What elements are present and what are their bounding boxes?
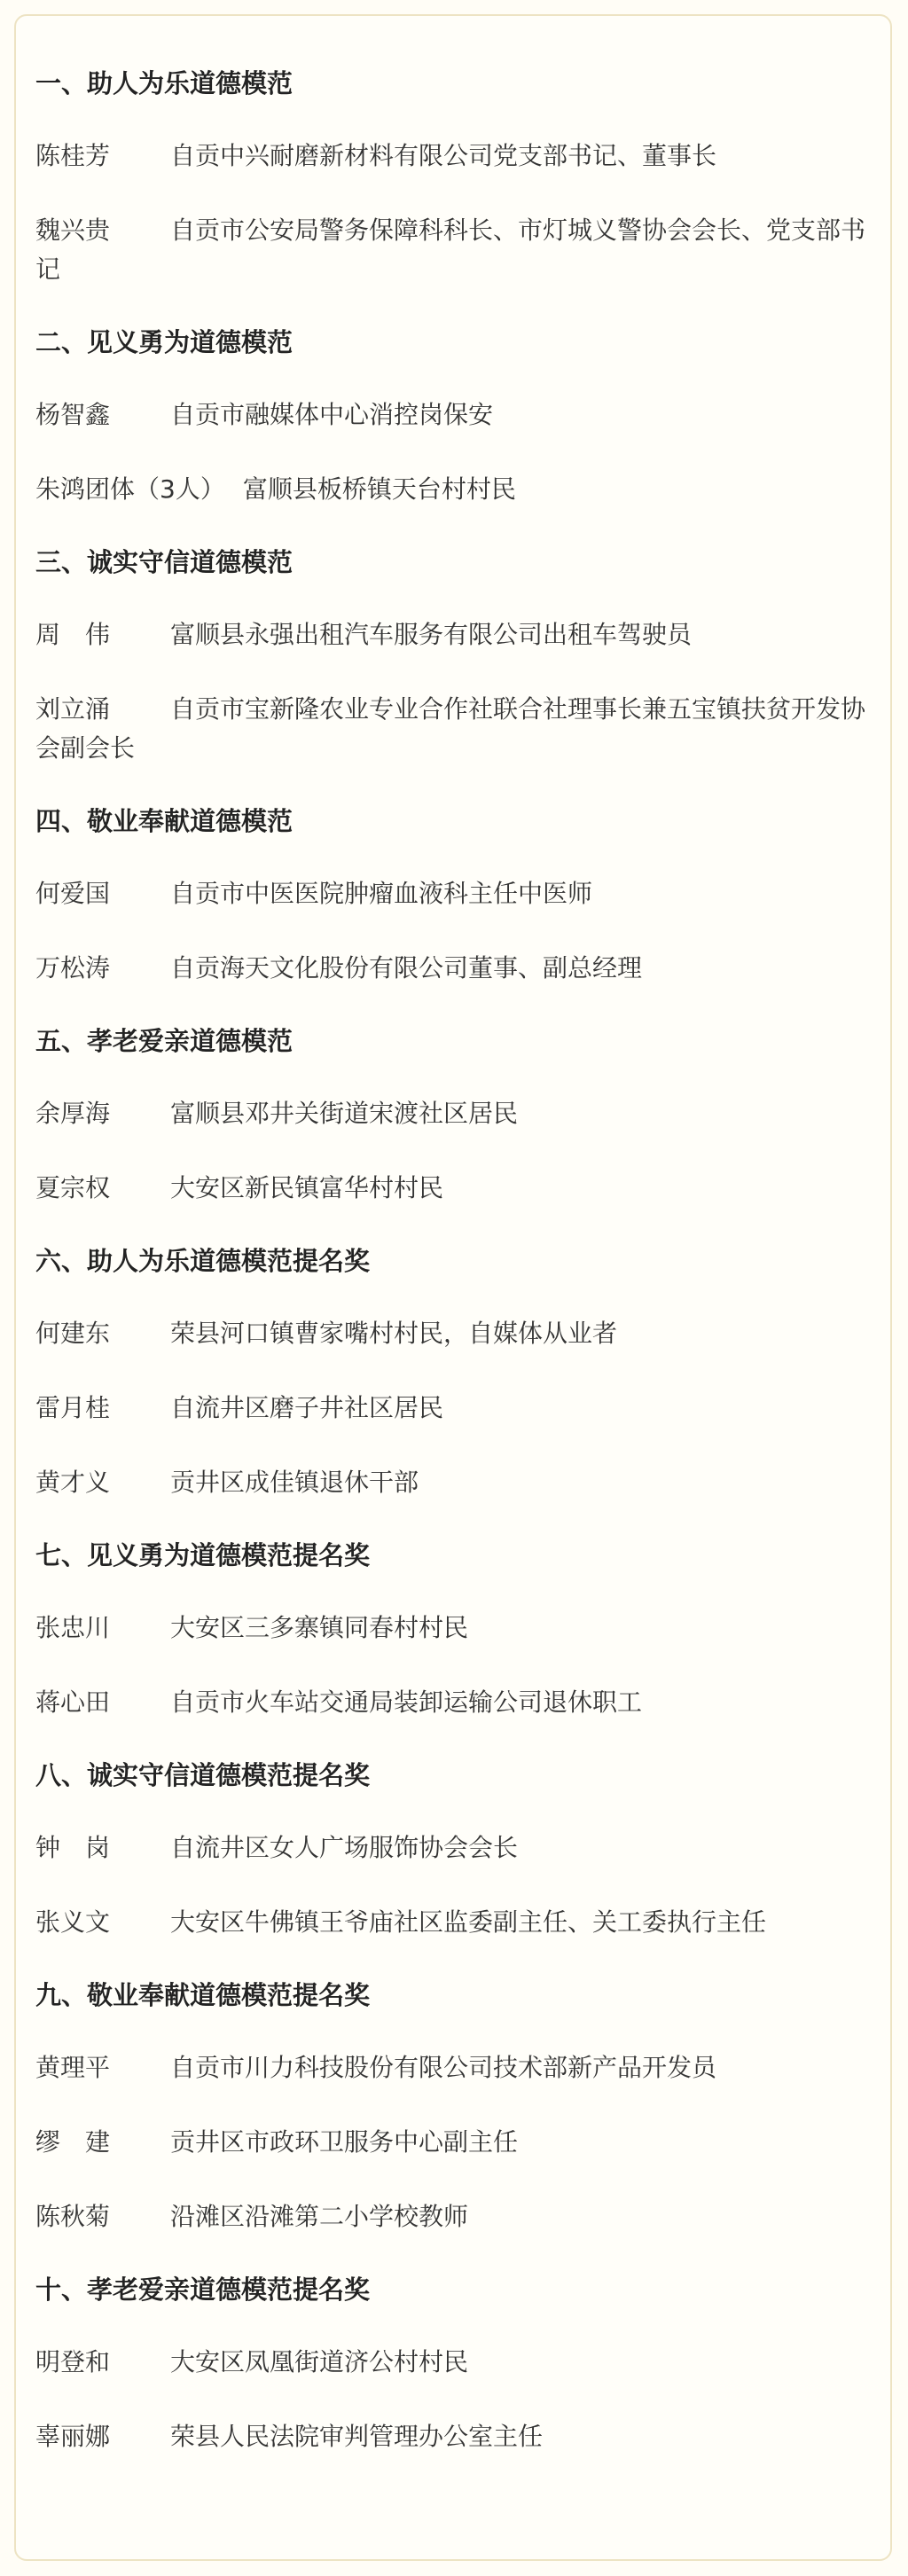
award-section	[35, 1758, 871, 1942]
honoree-title: 沿滩区沿滩第二小学校教师	[170, 2202, 469, 2231]
honoree-title: 自贡市川力科技股份有限公司技术部新产品开发员	[170, 2053, 717, 2082]
honoree-name: 陈秋菊	[35, 2202, 111, 2231]
honoree-name: 万松涛	[35, 953, 111, 983]
honoree-entry	[35, 2417, 871, 2456]
honoree-name: 雷月桂	[35, 1393, 111, 1422]
award-section	[35, 2272, 871, 2456]
section-heading: 八、诚实守信道德模范提名奖	[35, 1760, 371, 1790]
honoree-title: 荣县河口镇曹家嘴村村民，自媒体从业者	[170, 1319, 618, 1348]
honoree-title: 自贡海天文化股份有限公司董事、副总经理	[170, 953, 643, 983]
honoree-name: 黄理平	[35, 2053, 111, 2082]
section-heading: 五、孝老爱亲道德模范	[35, 1026, 294, 1056]
section-heading: 二、见义勇为道德模范	[35, 327, 294, 357]
honoree-name: 杨智鑫	[35, 400, 111, 429]
honoree-title: 自贡市融媒体中心消控岗保安	[170, 400, 494, 429]
honoree-title: 自贡中兴耐磨新材料有限公司党支部书记、董事长	[170, 141, 717, 170]
honoree-entry	[35, 395, 871, 435]
award-section	[35, 1023, 871, 1208]
honoree-name: 明登和	[35, 2347, 111, 2376]
honoree-entry	[35, 615, 871, 654]
honoree-title: 自流井区女人广场服饰协会会长	[170, 1833, 519, 1862]
honoree-name: 张忠川	[35, 1613, 111, 1642]
honoree-entry	[35, 1609, 871, 1648]
honoree-entry	[35, 137, 871, 176]
honoree-entry	[35, 2343, 871, 2382]
honoree-entry	[35, 1463, 871, 1502]
honoree-title: 富顺县邓井关街道宋渡社区居民	[170, 1099, 519, 1128]
honoree-name: 缪 建	[35, 2127, 111, 2157]
honoree-entry	[35, 1169, 871, 1208]
honoree-entry	[35, 1389, 871, 1428]
honoree-title: 自贡市宝新隆农业专业合作社联合社理事长兼五宝镇扶贫开发协会副会长	[35, 694, 866, 763]
honoree-name: 何爱国	[35, 879, 111, 908]
honoree-name: 余厚海	[35, 1099, 111, 1128]
honoree-entry	[35, 1828, 871, 1867]
award-section	[35, 66, 871, 289]
honoree-title: 大安区新民镇富华村村民	[170, 1173, 444, 1202]
honoree-title: 大安区三多寨镇同春村村民	[170, 1613, 469, 1642]
honoree-title: 自贡市中医医院肿瘤血液科主任中医师	[170, 879, 593, 908]
section-heading: 一、助人为乐道德模范	[35, 68, 294, 98]
honoree-title: 自贡市火车站交通局装卸运输公司退休职工	[170, 1687, 643, 1717]
section-heading: 十、孝老爱亲道德模范提名奖	[35, 2275, 371, 2305]
honoree-title: 自流井区磨子井社区居民	[170, 1393, 444, 1422]
award-section	[35, 1243, 871, 1502]
honoree-name: 张义文	[35, 1907, 111, 1937]
honoree-name: 夏宗权	[35, 1173, 111, 1202]
award-section	[35, 1977, 871, 2236]
honoree-entry	[35, 2197, 871, 2236]
honoree-entry	[35, 1094, 871, 1133]
honoree-entry	[35, 874, 871, 913]
section-heading: 六、助人为乐道德模范提名奖	[35, 1246, 371, 1276]
honoree-list-card	[14, 14, 892, 2561]
honoree-name: 黄才义	[35, 1468, 111, 1497]
honoree-entry	[35, 1683, 871, 1722]
honoree-name: 朱鸿团体（3人）	[35, 474, 225, 504]
honoree-entry	[35, 211, 871, 289]
honoree-name: 何建东	[35, 1319, 111, 1348]
honoree-title: 富顺县板桥镇天台村村民	[242, 474, 516, 504]
honoree-name: 钟 岗	[35, 1833, 111, 1862]
honoree-title: 富顺县永强出租汽车服务有限公司出租车驾驶员	[170, 620, 693, 649]
honoree-entry	[35, 2123, 871, 2162]
section-heading: 四、敬业奉献道德模范	[35, 806, 294, 836]
award-section	[35, 803, 871, 988]
honoree-name: 蒋心田	[35, 1687, 111, 1717]
honoree-entry	[35, 1903, 871, 1942]
honoree-name: 刘立涌	[35, 694, 111, 724]
honoree-entry	[35, 690, 871, 768]
honoree-name: 魏兴贵	[35, 215, 111, 245]
award-section	[35, 544, 871, 768]
honoree-title: 贡井区市政环卫服务中心副主任	[170, 2127, 519, 2157]
honoree-name: 陈桂芳	[35, 141, 111, 170]
section-heading: 七、见义勇为道德模范提名奖	[35, 1540, 371, 1570]
award-section	[35, 1538, 871, 1722]
honoree-entry	[35, 949, 871, 988]
honoree-entry	[35, 470, 871, 509]
section-heading: 三、诚实守信道德模范	[35, 547, 294, 577]
honoree-name: 辜丽娜	[35, 2422, 111, 2451]
honoree-title: 自贡市公安局警务保障科科长、市灯城义警协会会长、党支部书记	[35, 215, 866, 284]
section-heading: 九、敬业奉献道德模范提名奖	[35, 1980, 371, 2010]
honoree-title: 荣县人民法院审判管理办公室主任	[170, 2422, 544, 2451]
honoree-entry	[35, 2048, 871, 2087]
award-section	[35, 325, 871, 509]
honoree-name: 周 伟	[35, 620, 111, 649]
honoree-title: 大安区牛佛镇王爷庙社区监委副主任、关工委执行主任	[170, 1907, 767, 1937]
honoree-title: 大安区凤凰街道济公村村民	[170, 2347, 469, 2376]
honoree-title: 贡井区成佳镇退休干部	[170, 1468, 419, 1497]
honoree-entry	[35, 1314, 871, 1353]
